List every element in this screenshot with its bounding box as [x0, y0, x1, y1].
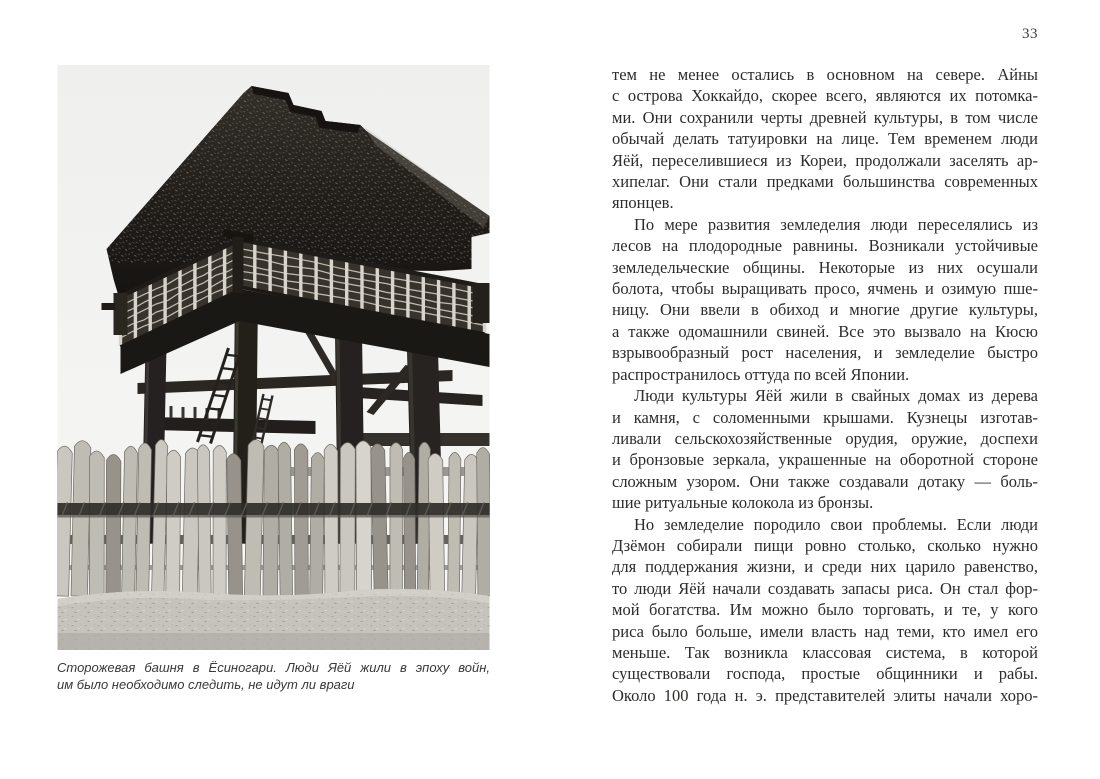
body-text-line: Но земледелие породило свои проблемы. Если люди	[634, 514, 1038, 534]
body-text-line: с острова Хоккайдо, скорее всего, являются их потомка-	[612, 86, 1038, 106]
watchtower-photo	[57, 65, 490, 650]
body-text-line: шие ритуальные колокола из бронзы.	[612, 493, 874, 513]
grass-mound	[58, 589, 490, 650]
caption-line: Сторожевая башня в Ёсиногари. Люди Яёй жили в эпоху войн,	[57, 660, 490, 675]
body-text-line: хипелаг. Они стали предками большинства современных	[612, 172, 1038, 192]
body-text-line: мой богатства. Им можно было торговать, и те, у кого	[612, 600, 1038, 620]
body-text-line: риса было больше, имели власть над теми, кто имел его	[612, 621, 1038, 641]
body-text-line: Яёй, переселившиеся из Кореи, продолжали заселять ар-	[612, 150, 1038, 170]
body-text-line: ливали сельскохозяйственные орудия, оружие, доспехи	[612, 428, 1038, 448]
body-text-line: Люди культуры Яёй жили в свайных домах из дерева	[634, 386, 1038, 406]
body-text-line: ми. Они сохранили черты древней культуры, в том числе	[612, 107, 1038, 127]
body-text-line: лесов на плодородные равнины. Возникали устойчивые	[612, 236, 1038, 256]
body-text-line: для поддержания жизни, и среди них царило равенство,	[612, 557, 1038, 577]
body-text-line: сложным узором. Они также создавали дотаку — боль-	[612, 471, 1038, 491]
body-text-line: и бронзовые зеркала, украшенные на оборотной стороне	[612, 450, 1038, 470]
body-text-line: японцев.	[612, 193, 674, 213]
body-text-line: болота, чтобы выращивать просо, ячмень и озимую пше-	[612, 279, 1038, 299]
body-text-line: земледельческие общины. Некоторые из них осушали	[612, 257, 1038, 277]
fence-binding-band	[58, 502, 490, 518]
body-text	[612, 64, 1038, 706]
body-text-line: взрывообразный рост населения, и земледелие быстро	[612, 343, 1038, 363]
body-text-line: тем не менее остались в основном на севере. Айны	[612, 65, 1038, 84]
body-text-line: существовали господа, простые общинники и рабы.	[612, 664, 1038, 684]
body-text-line: а также одомашнили свиней. Все это вызвало на Кюсю	[612, 321, 1038, 341]
body-text-line: Дзёмон собирали пищи ровно столько, сколько нужно	[612, 535, 1038, 555]
body-text-line: меньше. Так возникла классовая система, в которой	[612, 642, 1038, 662]
body-text-line: и камня, с соломенными крышами. Кузнецы изготав-	[612, 407, 1038, 427]
body-text-line: По мере развития земледелия люди переселялись из	[634, 214, 1038, 234]
body-text-line: то люди Яёй начали создавать запасы риса. Он стал фор-	[612, 578, 1038, 598]
body-text-line: распространилось оттуда по всей Японии.	[612, 364, 910, 384]
figure-caption	[57, 660, 490, 693]
body-text-line: обычай делать татуировки на лице. Тем временем люди	[612, 129, 1038, 149]
page-number: 33	[1022, 26, 1038, 42]
body-text-line: ницу. Они ввели в обиход и многие другие культуры,	[612, 300, 1038, 320]
caption-line: им было необходимо следить, не идут ли враги	[57, 676, 355, 692]
body-text-line: Около 100 года н. э. представителей элиты начали хоро-	[612, 685, 1038, 705]
watchtower-figure	[57, 65, 490, 693]
